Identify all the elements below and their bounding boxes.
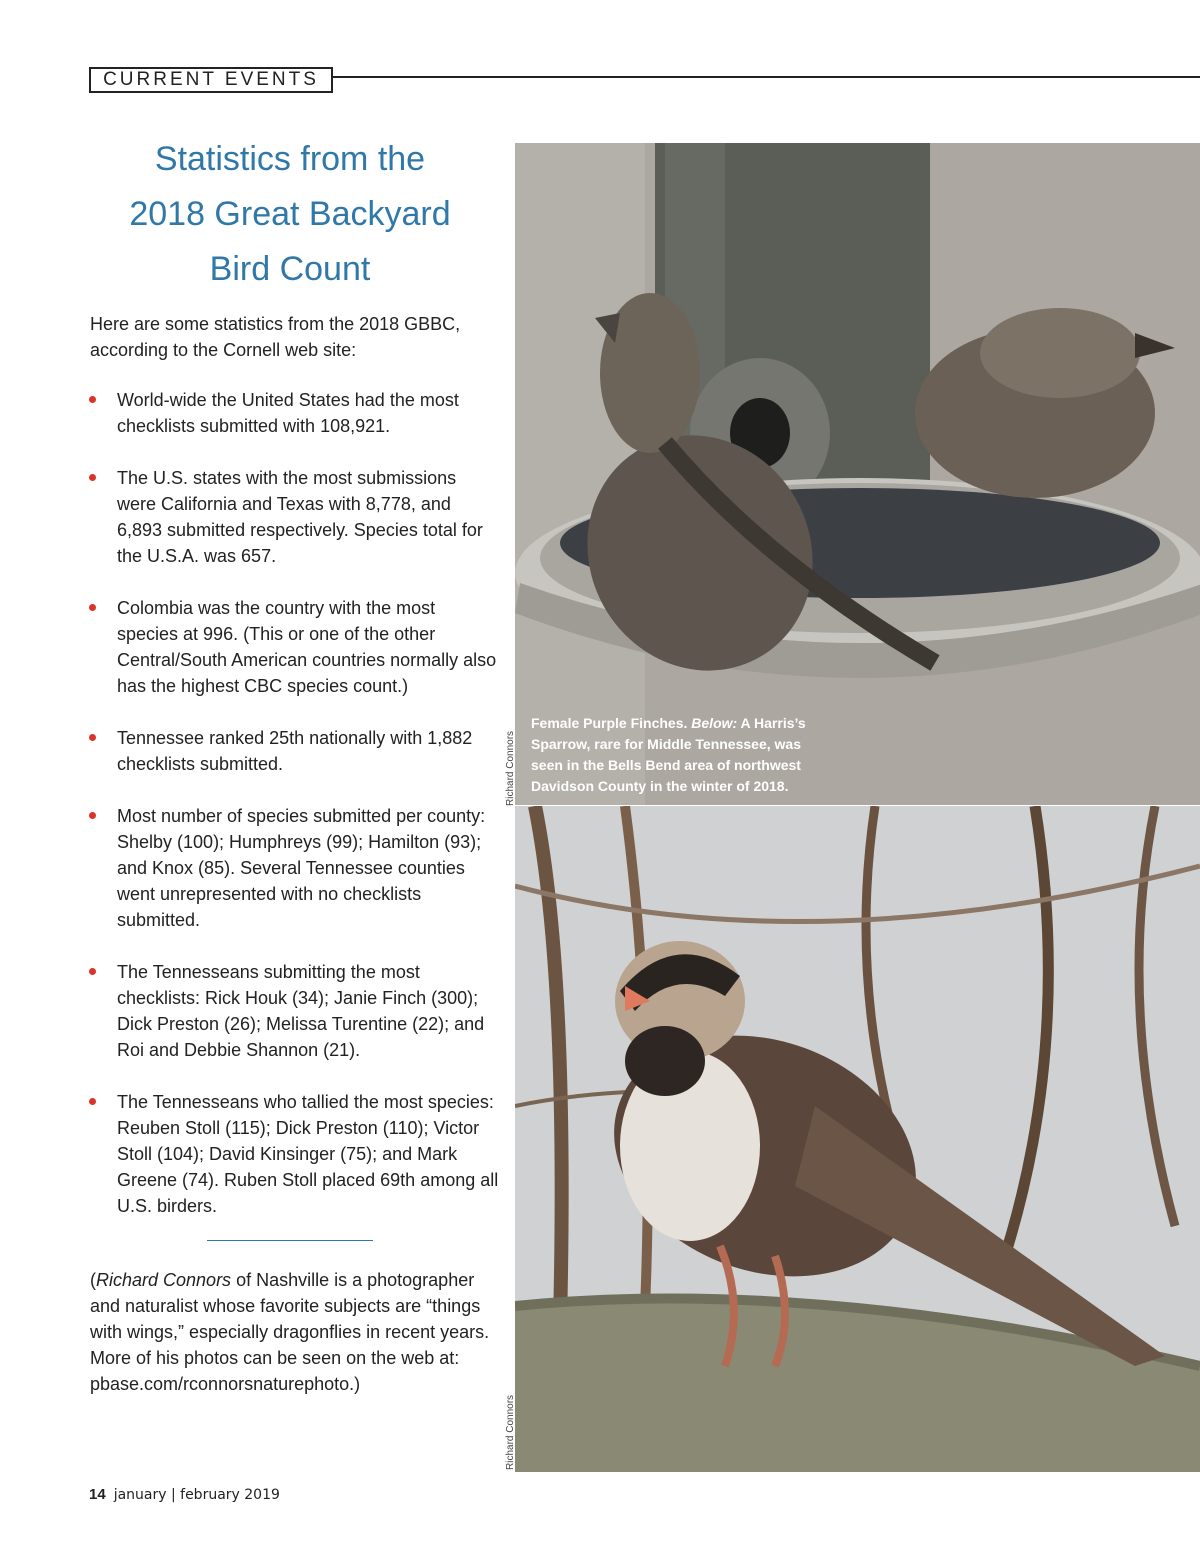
- section-divider: [207, 1240, 373, 1241]
- bio-open-paren: (: [90, 1270, 96, 1290]
- page-number: 14: [89, 1486, 106, 1503]
- bio-text: of Nashville is a photographer and naturalist whose favorite subjects are “things with wings,” especially dragonflies in recent years. More of his photos can be seen on the web at: pbase.com/rconnorsnaturephoto.): [90, 1270, 490, 1394]
- list-item-text: World-wide the United States had the most checklists submitted with 108,921.: [117, 390, 459, 436]
- list-item: [90, 725, 500, 777]
- harris-sparrow-photo: [515, 806, 1200, 1472]
- photo-caption: [531, 713, 821, 797]
- list-item: [90, 1089, 500, 1219]
- bullet-icon: [89, 396, 96, 403]
- title-line-3: Bird Count: [209, 250, 371, 288]
- list-item-text: Most number of species submitted per county: Shelby (100); Humphreys (99); Hamilton (93); and Knox (85). Several Tennessee counties went unrepresented with no checklists submitted.: [117, 806, 486, 930]
- list-item-text: Tennessee ranked 25th nationally with 1,882 checklists submitted.: [117, 728, 473, 774]
- list-item: [90, 803, 500, 933]
- list-item: [90, 465, 500, 569]
- caption-lead: Female Purple Finches.: [531, 715, 692, 731]
- header-rule: [333, 76, 1200, 78]
- issue-date: january | february 2019: [113, 1487, 280, 1503]
- photo-credit-bottom: Richard Connors: [505, 1394, 516, 1470]
- author-bio: [90, 1267, 500, 1397]
- bullet-icon: [89, 968, 96, 975]
- caption-below-label: Below:: [691, 715, 738, 731]
- statistics-list: [90, 387, 500, 1245]
- list-item-text: The Tennesseans who tallied the most species: Reuben Stoll (115); Dick Preston (110); Victor Stoll (104); David Kinsinger (75); and Mark Greene (74). Ruben Stoll placed 69th among all U.S. birders.: [117, 1092, 499, 1216]
- list-item: [90, 595, 500, 699]
- finches-photo: [515, 143, 1200, 805]
- bullet-icon: [89, 734, 96, 741]
- bullet-icon: [89, 604, 96, 611]
- title-line-2: 2018 Great Backyard: [129, 195, 451, 233]
- section-label: CURRENT EVENTS: [89, 67, 333, 93]
- article-title: [90, 132, 490, 297]
- list-item: [90, 959, 500, 1063]
- intro-paragraph: Here are some statistics from the 2018 GBBC, according to the Cornell web site:: [90, 314, 461, 360]
- finches-illustration: [515, 143, 1200, 805]
- bio-author-name: Richard Connors: [96, 1270, 232, 1290]
- page-footer: [89, 1486, 280, 1503]
- photo-credit-top: Richard Connors: [505, 730, 516, 806]
- list-item-text: The U.S. states with the most submissions were California and Texas with 8,778, and 6,893 submitted respectively. Species total for the U.S.A. was 657.: [117, 468, 483, 566]
- list-item-text: Colombia was the country with the most species at 996. (This or one of the other Central/South American countries normally also has the highest CBC species count.): [117, 598, 497, 696]
- caption-text: A Harris’s Sparrow, rare for Middle Tennessee, was seen in the Bells Bend area of northwest Davidson County in the winter of 2018.: [531, 715, 806, 794]
- bullet-icon: [89, 812, 96, 819]
- bullet-icon: [89, 474, 96, 481]
- title-line-1: Statistics from the: [154, 140, 426, 178]
- list-item-text: The Tennesseans submitting the most checklists: Rick Houk (34); Janie Finch (300); Dick Preston (26); Melissa Turentine (22); and Roi and Debbie Shannon (21).: [117, 962, 485, 1060]
- bullet-icon: [89, 1098, 96, 1105]
- sparrow-illustration: [515, 806, 1200, 1472]
- list-item: [90, 387, 500, 439]
